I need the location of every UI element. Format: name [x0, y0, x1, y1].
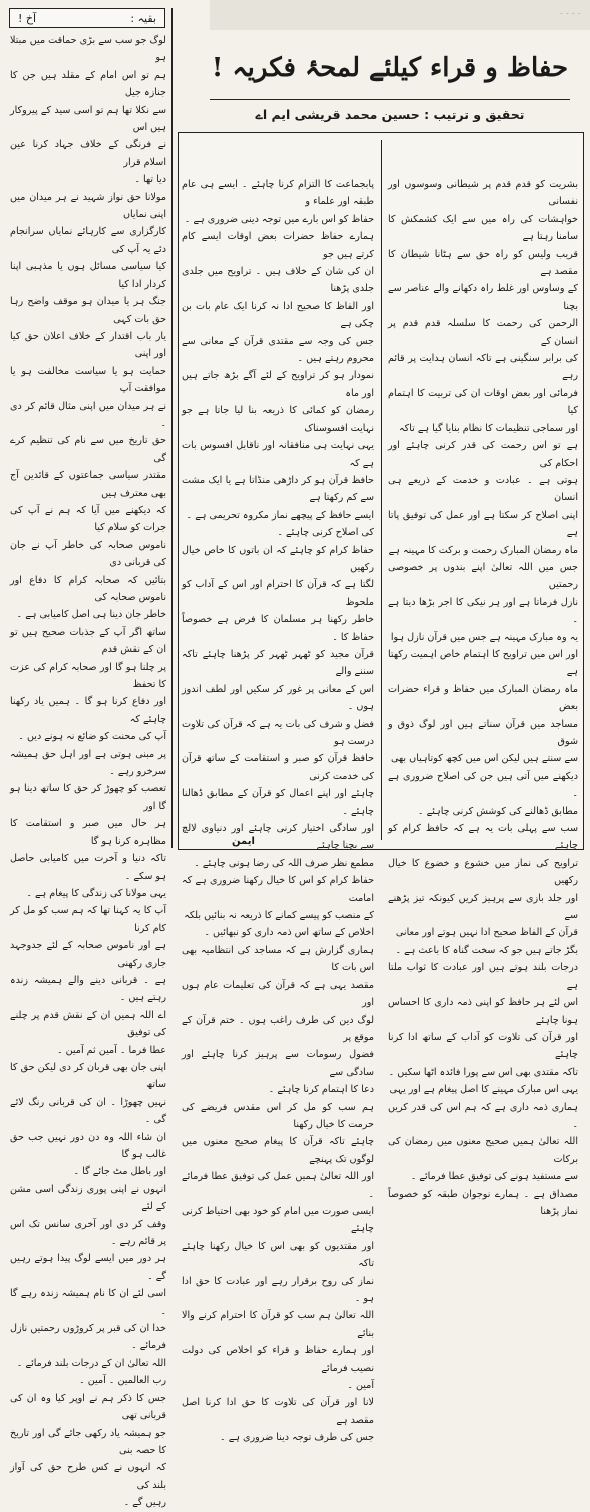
text-line: ہم تو اس امام کے مقلد ہیں جن کا جنازہ جیل	[10, 69, 166, 99]
text-line: مقصد یہی ہے کہ قرآن کی تعلیمات عام ہوں اور	[182, 979, 374, 1009]
text-line: اور اس میں تراویح کا اہتمام خاص اہمیت رکھتا ہے	[388, 648, 578, 678]
text-line: وقف کر دی اور آخری سانس تک اس پر قائم رہے ۔	[10, 1218, 166, 1248]
text-line: بتائیں کہ صحابہ کرام کا دفاع اور ناموس صحابہ کی	[10, 574, 166, 603]
text-line: اور جلد بازی سے پرہیز کریں کیونکہ تیز پڑھنے سے	[388, 892, 578, 922]
text-line: ہر دور میں ایسے لوگ پیدا ہوتے رہیں گے ۔	[10, 1253, 166, 1282]
text-line: تاکہ مقتدی بھی اس سے پورا فائدہ اٹھا سکیں ۔	[388, 1066, 578, 1078]
text-line: دیکھنے میں آتی ہیں جن کی اصلاح ضروری ہے ۔	[388, 770, 578, 800]
text-line: جس کا ذکر ہم نے اوپر کیا وہ ان کی قربانی تھی	[10, 1392, 166, 1422]
text-line: کی اصلاح کرنی چاہئے ۔	[277, 527, 374, 539]
text-line: نازل فرماتا ہے اور ہر نیکی کا اجر بڑھا دیتا ہے ۔	[388, 596, 578, 626]
text-line: ایسی صورت میں امام کو خود بھی احتیاط کرنی چاہئے	[182, 1205, 374, 1235]
text-line: فضل و شرف کی بات یہ ہے کہ قرآن کی تلاوت درست ہو	[182, 718, 374, 747]
text-line: مطابق ڈھالنے کی کوشش کرنی چاہئے ۔	[417, 805, 578, 817]
text-line: جو ہمیشہ یاد رکھی جائے گی اور تاریخ کا حصہ بنی	[10, 1427, 166, 1456]
text-line: یہ وہ مبارک مہینہ ہے جس میں قرآن نازل ہوا	[390, 631, 578, 643]
text-line: لگتا ہے کہ قرآن کا احترام اور اس کے آداب کو ملحوظ	[182, 579, 374, 608]
text-line: تراویح کی نماز میں خشوع و خضوع کا خیال رکھیں	[388, 857, 578, 887]
text-line: یار باب اقتدار کے خلاف اعلان حق کیا اور اپنی	[10, 330, 166, 360]
text-line: قرآن مجید کو ٹھہر ٹھہر کر پڑھنا چاہئے تاکہ سننے والے	[182, 648, 374, 678]
text-line: اور دفاع کرنا ہو گا ۔ ہمیں یاد رکھنا چاہئے کہ	[10, 696, 166, 725]
masthead-watermark: ۔۔۔۔	[558, 6, 582, 17]
text-line: کے منصب کو پیسے کمانے کا ذریعہ نہ بنائیں بلکہ	[184, 910, 374, 922]
text-line: اپنی اصلاح کر سکتا ہے اور عمل کی توفیق پاتا ہے	[388, 509, 578, 539]
text-line: دیا تھا ۔	[134, 174, 166, 186]
text-line: یہی مولانا کی زندگی کا پیغام ہے ۔	[26, 887, 166, 899]
text-line: چاہئے اور اپنے اعمال کو قرآن کے مطابق ڈھالنا چاہئے ۔	[182, 788, 374, 817]
text-line: لانا اور قرآن کی تلاوت کا حق ادا کرنا اصل مقصد ہے	[182, 1397, 374, 1426]
text-line: کہ دیکھنے میں آیا کہ ہم نے آپ کی جرات کو سلام کیا	[10, 504, 166, 534]
text-line: سے نکلا تھا ہم تو اسی سید کے پیروکار ہیں اس	[10, 104, 166, 134]
text-line: حفاظ کرام کو چاہئے کہ ان باتوں کا خاص خیال رکھیں	[182, 544, 374, 573]
left-column	[10, 32, 166, 1509]
text-line: جس میں اللہ تعالیٰ اپنے بندوں پر خصوصی رحمتیں	[388, 561, 578, 591]
text-line: جنگ ہر یا میدان ہو موقف واضح رہا حق بات کہی	[10, 296, 166, 325]
text-line: چاہئے تاکہ قرآن کا پیغام صحیح معنوں میں لوگوں تک پہنچے	[182, 1136, 374, 1165]
text-line: اس کے معانی پر غور کر سکیں اور لطف اندوز ہوں ۔	[182, 683, 374, 713]
text-line: ماہ رمضان المبارک میں حفاظ و قراء حضرات بعض	[388, 683, 578, 713]
text-line: سب سے پہلی بات یہ ہے کہ حافظ کرام کو چاہئے	[388, 823, 578, 852]
text-line: کی برابر سنگینی ہے تاکہ انسان ہدایت پر قائم رہے	[388, 353, 578, 382]
text-line: ناموس صحابہ کی خاطر آپ نے جان کی قربانی دی	[10, 539, 166, 569]
text-line: قرآن کے الفاظ صحیح ادا نہیں ہوتے اور معانی	[395, 927, 578, 939]
text-line: خاطر رکھنا ہر مسلمان کا فرض ہے خصوصاً حفاظ کا ۔	[182, 614, 374, 643]
text-line: اور مقتدیوں کو بھی اس کا خیال رکھنا چاہئے تاکہ	[182, 1240, 374, 1270]
text-line: مطمع نظر صرف اللہ کی رضا ہونی چاہئے ۔	[194, 857, 374, 869]
text-line: لوگ دین کی طرف راغب ہوں ۔ ختم قرآن کے موقع پر	[182, 1014, 374, 1043]
text-line: عطا فرما ۔ آمین ثم آمین ۔	[56, 1044, 166, 1056]
text-line: اللہ تعالیٰ ان کے درجات بلند فرمائے ۔	[16, 1357, 166, 1369]
continuation-header	[9, 8, 165, 28]
byline: تحقیق و ترتیب : حسین محمد قریشی ایم اے	[255, 107, 525, 122]
text-line: نے فرنگی کے خلاف جہاد کرنا عین اسلام قرار	[10, 139, 166, 168]
text-line: انہوں نے اپنی پوری زندگی اسی مشن کے لئے	[10, 1183, 166, 1213]
text-line: اور قرآن کی تلاوت کو آداب کے ساتھ ادا کرنا چاہئے	[388, 1031, 578, 1061]
text-line: اخلاص کے ساتھ اس ذمہ داری کو نبھائیں ۔	[204, 927, 374, 939]
text-line: اور اللہ تعالیٰ ہمیں عمل کی توفیق عطا فرمائے ۔	[182, 1171, 374, 1200]
column-divider-left	[171, 8, 173, 848]
headline: حفاظ و قراء کیلئے لمحۂ فکریہ !	[211, 53, 569, 83]
right-column	[388, 176, 578, 1217]
text-line: اور باطل مٹ جائے گا ۔	[73, 1166, 166, 1178]
text-line: تاکہ دنیا و آخرت میں کامیابی حاصل ہو سکے ۔	[10, 853, 166, 882]
text-line: نہیں چھوڑا ۔ ان کی قربانی رنگ لائے گی ۔	[10, 1096, 166, 1126]
text-line: رمضان کو کمائی کا ذریعہ بنا لیا جاتا ہے جو نہایت افسوسناک	[182, 405, 374, 434]
continuation-label: بقیہ :	[130, 12, 156, 25]
text-line: اور سماجی تنظیمات کا نظام بنایا گیا ہے تاکہ	[399, 422, 578, 434]
text-line: اور ہمارے حفاظ و قراء کو اخلاص کی دولت نصیب فرمائے	[182, 1345, 374, 1374]
text-line: کارگزاری سے کارہائے نمایاں سرانجام دئے یہ آپ کی	[10, 226, 166, 255]
text-line: سے مستفید ہونے کی توفیق عطا فرمائے ۔	[410, 1171, 578, 1183]
text-line: پابجماعت کا التزام کرنا چاہئے ۔ ایسے ہی عام طبقہ اور علماء و	[182, 179, 374, 208]
text-line: الرحمن کی رحمت کا سلسلہ قدم قدم پر انسان کے	[388, 318, 578, 347]
text-line: فرمائی اور بعض اوقات ان کی تربیت کا اہتمام کیا	[388, 387, 578, 417]
text-line: پر چلنا ہو گا اور صحابہ کرام کی عزت کا تحفظ	[10, 661, 166, 691]
text-line: ہوتی ہے ۔ عبادت و خدمت کے ذریعے ہی انسان	[388, 474, 578, 504]
text-line: مولانا حق نواز شہید نے ہر میدان میں اپنی نمایاں	[10, 191, 166, 221]
text-line: فضول رسومات سے پرہیز کرنا چاہئے اور سادگی سے	[182, 1049, 374, 1078]
text-line: جس کی وجہ سے مقتدی قرآن کے معانی سے محروم رہتے ہیں ۔	[182, 335, 374, 365]
text-line: رہیں گے ۔	[123, 1497, 166, 1509]
text-line: ہے ۔ قربانی دینے والے ہمیشہ زندہ رہتے ہیں ۔	[10, 974, 166, 1004]
text-line: ایسے حافظ کے پیچھے نماز مکروہ تحریمی ہے ۔	[186, 509, 374, 521]
text-line: اپنی جان بھی قربان کر دی لیکن حق کا ساتھ	[10, 1061, 166, 1091]
text-line: لوگ جو سب سے بڑی حماقت میں مبتلا ہو	[10, 35, 166, 64]
text-line: خواہشات کی راہ میں سے ایک کشمکش کا سامنا رہتا ہے	[388, 213, 578, 243]
text-line: درجات بلند ہوتے ہیں اور عبادت کا ثواب ملتا ہے	[388, 962, 578, 991]
text-line: حفاظ کرام کو اس کا خیال رکھنا ضروری ہے کہ امامت	[182, 875, 374, 904]
text-line: خدا ان کی قبر پر کروڑوں رحمتیں نازل فرمائے ۔	[10, 1323, 166, 1352]
text-line: ماہ رمضان المبارک رحمت و برکت کا مہینہ ہے	[388, 544, 578, 556]
text-line: حافظ قرآن کو صبر و استقامت کے ساتھ قرآن کی خدمت کرنی	[182, 753, 374, 782]
text-line: اے اللہ ہمیں ان کے نقش قدم پر چلنے کی توفیق	[10, 1009, 166, 1039]
text-line: اس لئے ہر حافظ کو اپنی ذمہ داری کا احساس ہونا چاہئے	[388, 997, 578, 1026]
text-line: آپ کی محنت کو ضائع نہ ہونے دیں ۔	[18, 731, 166, 743]
column-divider-main	[381, 140, 382, 840]
text-line: ہے تو اس رحمت کی قدر کرنی چاہئے اور احکام کی	[388, 440, 578, 469]
text-line: آمین ۔	[347, 1380, 374, 1392]
text-line: مساجد میں قرآن سناتے ہیں اور لوگ ذوق و شوق	[388, 718, 578, 747]
text-line: ہماری گزارش ہے کہ مساجد کی انتظامیہ بھی اس بات کا	[182, 944, 374, 974]
text-line: رب العالمین ۔ آمین ۔	[79, 1375, 166, 1387]
text-line: پر مبنی ہوتی ہے اور اہل حق ہمیشہ سرخرو رہے ۔	[10, 748, 166, 778]
text-line: اسی لئے ان کا نام ہمیشہ زندہ رہے گا ۔	[10, 1288, 166, 1317]
text-line: ہے اور ناموس صحابہ کے لئے جدوجہد جاری رکھنی	[10, 940, 166, 969]
text-line: ہر حال میں صبر و استقامت کا مظاہرہ کرنا ہو گا	[10, 818, 166, 847]
text-line: اور سادگی اختیار کرنی چاہئے اور دنیاوی لالچ سے بچنا چاہئے	[182, 823, 374, 852]
text-line: حق تاریخ میں سے نام کی تنظیم کرے گی	[10, 435, 166, 464]
text-line: مصداق ہے ۔ ہمارے نوجوان طبقہ کو خصوصاً نماز پڑھنا	[388, 1188, 578, 1217]
masthead-band	[210, 0, 590, 30]
text-line: یہی نہایت ہی منافقانہ اور ناقابل افسوس بات ہے کہ	[182, 440, 374, 469]
text-line: یہی اس مبارک مہینے کا اصل پیغام ہے اور یہی	[389, 1084, 578, 1096]
text-line: اللہ تعالیٰ ہمیں صحیح معنوں میں رمضان کی برکات	[388, 1136, 578, 1165]
text-line: ان کی شان کے خلاف ہیں ۔ تراویح میں جلدی جلدی پڑھنا	[182, 266, 374, 295]
text-line: ہماری ذمہ داری ہے کہ ہم اس کی قدر کریں ۔	[388, 1101, 578, 1130]
text-line: بگڑ جاتے ہیں جو کہ سخت گناہ کا باعث ہے ۔	[395, 944, 578, 956]
text-line: دعا کا اہتمام کرنا چاہئے ۔	[268, 1084, 374, 1096]
text-line: قریب ولیس کو راہ حق سے ہٹانا شیطان کا مقصد ہے	[388, 248, 578, 278]
text-line: بشریت کو قدم قدم پر شیطانی وسوسوں اور نفسانی	[388, 179, 578, 208]
text-line: خاطر جان دینا ہی اصل کامیابی ہے ۔	[16, 609, 166, 621]
text-line: مقتدر سیاسی جماعتوں کے قائدین آج بھی معترف ہیں	[10, 470, 166, 499]
text-line: نماز کی روح برقرار رہے اور عبادت کا حق ادا ہو ۔	[182, 1275, 374, 1304]
text-line: آپ کا یہ کہنا تھا کہ ہم سب کو مل کر کام کرنا	[10, 905, 166, 934]
text-line: حفاظ کو اس بارے میں توجہ دینی ضروری ہے ۔	[184, 213, 374, 225]
text-line: کہ انہوں نے کس طرح حق کی آواز بلند کی	[10, 1462, 166, 1491]
text-line: سے سنتے ہیں لیکن اس میں کچھ کوتاہیاں بھی	[391, 753, 578, 765]
text-line: اور الفاظ کا صحیح ادا نہ کرنا ایک عام بات بن چکی ہے	[182, 300, 374, 330]
text-line: ان شاء اللہ وہ دن دور نہیں جب حق غالب ہو گا	[10, 1131, 166, 1160]
text-line: اللہ تعالیٰ ہم سب کو قرآن کا احترام کرنے والا بنائے	[182, 1310, 374, 1339]
text-line: تعصب کو چھوڑ کر حق کا ساتھ دینا ہو گا اور	[10, 783, 166, 812]
text-line: جس کی طرف توجہ دینا ضروری ہے ۔	[220, 1432, 374, 1444]
text-line: کیا سیاسی مسائل ہوں یا مذہبی اپنا کردار ادا کیا	[10, 261, 166, 290]
text-line: ساتھ اگر آپ کے جذبات صحیح ہیں تو ان کے نقش قدم	[10, 626, 166, 656]
text-line: کے وساوس اور غلط راہ دکھانے والے عناصر سے بچنا	[388, 283, 578, 312]
text-line: نے ہر میدان میں اپنی مثال قائم کر دی ۔	[10, 400, 166, 429]
author-signature: ایمن	[232, 836, 255, 847]
text-line: حافظ قرآن ہو کر داڑھی منڈاتا ہے یا ایک مشت سے کم رکھتا ہے	[182, 474, 374, 504]
text-line: حمایت ہو یا سیاست مخالفت ہو یا موافقت آپ	[10, 365, 166, 395]
text-line: نمودار ہو کر تراویح کے لئے آگے بڑھ جاتے ہیں اور ماہ	[182, 370, 374, 399]
continuation-page-ref: آخ !	[18, 12, 37, 25]
text-line: ہمارے حفاظ حضرات بعض اوقات ایسے کام کرتے ہیں جو	[182, 231, 374, 260]
headline-divider	[210, 99, 570, 100]
text-line: ہم سب کو مل کر اس مقدس فریضے کی حرمت کا خیال رکھنا	[182, 1101, 374, 1130]
